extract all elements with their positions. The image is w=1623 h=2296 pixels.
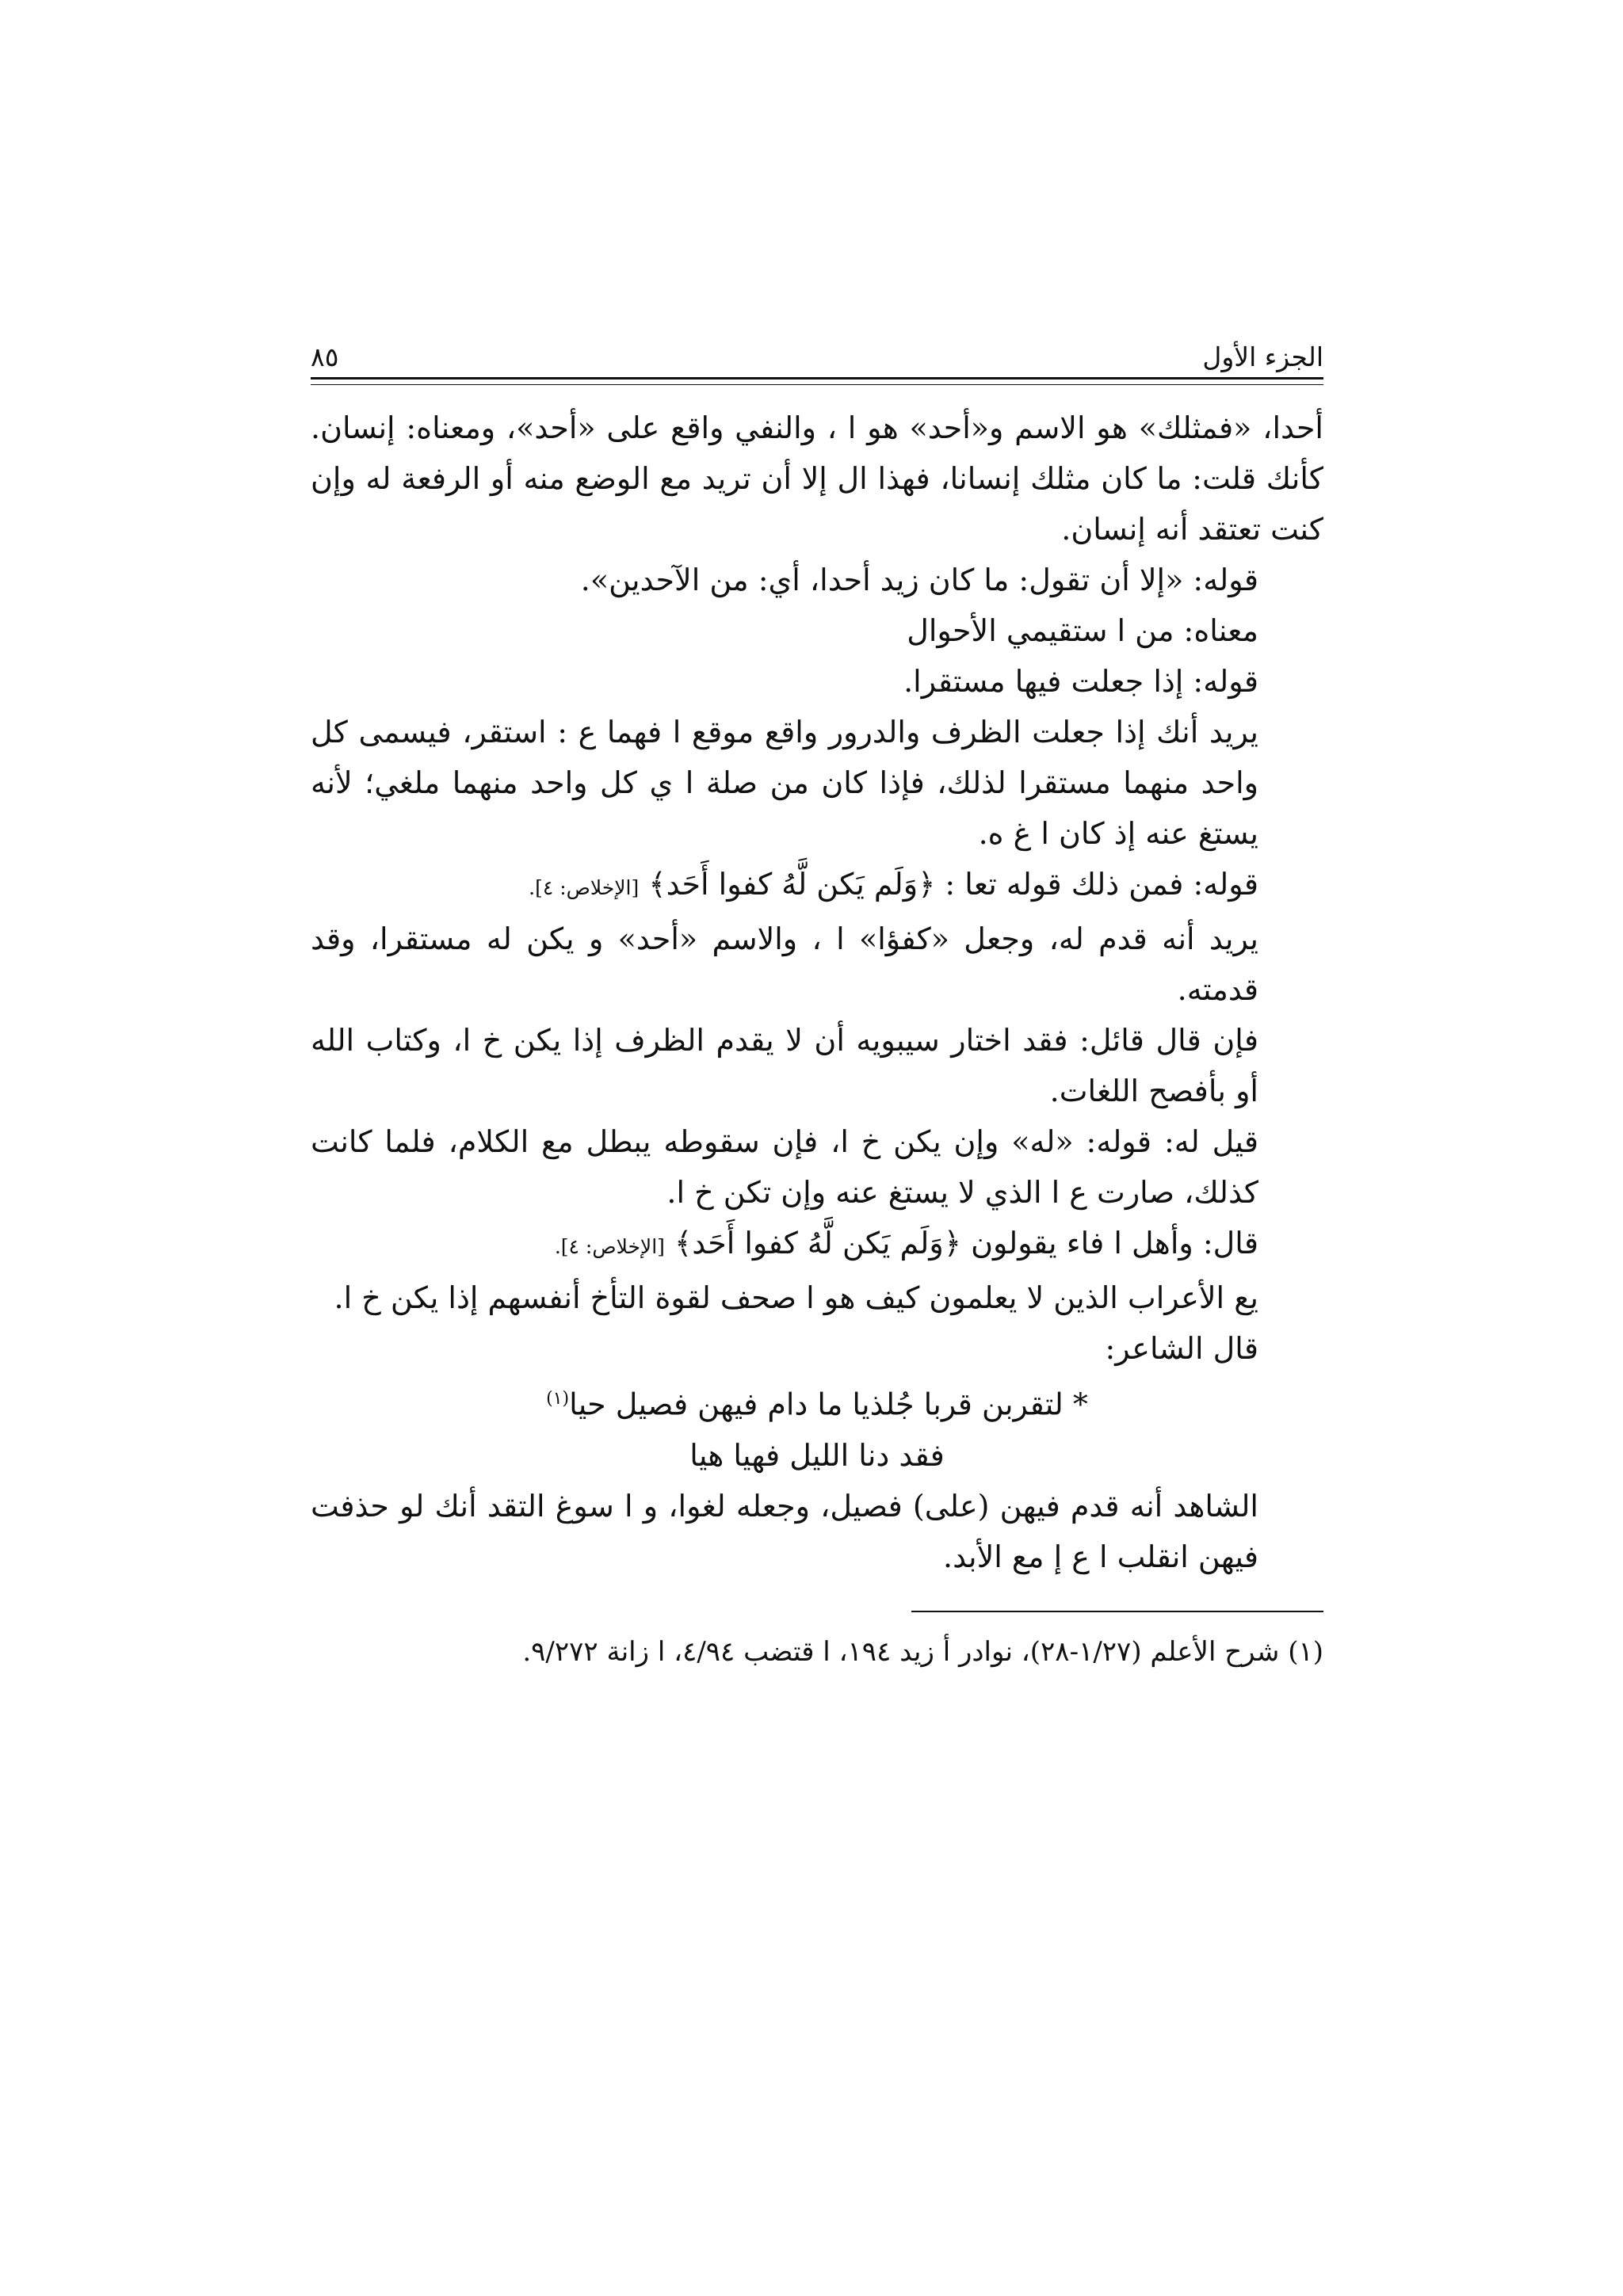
paragraph-7: يريد أنه قدم له، وجعل «كفؤا» ا ، والاسم «أحد» و يكن له مستقرا، وقد قدمته. (311, 921, 1258, 1007)
paragraph-2: قوله: «إلا أن تقول: ما كان زيد أحدا، أي: من الآحدين». (580, 563, 1258, 597)
footnote-marker: (١) (546, 1389, 570, 1409)
running-title: الجزء الأول (1202, 341, 1323, 372)
body-text (311, 402, 1323, 1374)
paragraph-3: معناه: من ا ستقيمي الأحوال (907, 613, 1258, 648)
verse-line-1: * لتقربن قربا جُلذيا ما دام فيهن فصيل حيا$^{(١)}$ (546, 1386, 1088, 1422)
footnote-rule (911, 1611, 1323, 1612)
paragraph-4: قوله: إذا جعلت فيها مستقرا. (903, 664, 1258, 699)
paragraph-8: فإن قال قائل: فقد اختار سيبويه أن لا يقدم الظرف إذا يكن خ ا، وكتاب الله أو بأفصح اللغات. (311, 1023, 1258, 1108)
closing-text (311, 1481, 1323, 1582)
paragraph-1: أحدا، «فمثلك» هو الاسم و«أحد» هو ا ، والنفي واقع على «أحد»، ومعناه: إنسان. كأنك قلت: ما كان مثلك إنسانا، فهذا ال إلا أن تريد مع الوضع منه أو الرفعة له وإن كنت تعتقد أنه إنسان. (311, 410, 1323, 547)
paragraph-10 (311, 1218, 1323, 1272)
quran-quote-1: قوله: فمن ذلك قوله تعا : ﴿وَلَم يَكن لَّهُ كفوا أَحَد﴾ (648, 867, 1258, 902)
quran-quote-2: قال: وأهل ا فاء يقولون ﴿وَلَم يَكن لَّهُ كفوا أَحَد﴾ (674, 1226, 1258, 1261)
closing-paragraph: الشاهد أنه قدم فيهن (على) فصيل، وجعله لغوا، و ا سوغ التقد أنك لو حذفت فيهن انقلب ا ع إ مع الأبد. (311, 1488, 1258, 1574)
paragraph-12: قال الشاعر: (1105, 1331, 1258, 1366)
verse-line-2: فقد دنا الليل فهيا هيا (689, 1437, 945, 1473)
poem-verse (311, 1374, 1323, 1481)
surah-reference-1: [الإخلاص: ٤]. (529, 876, 640, 899)
paragraph-6 (311, 859, 1323, 913)
page-number: ٨٥ (311, 341, 339, 372)
page (311, 317, 1323, 1672)
surah-reference-2: [الإخلاص: ٤]. (554, 1235, 665, 1258)
paragraph-9: قيل له: قوله: «له» وإن يكن خ ا، فإن سقوطه يبطل مع الكلام، فلما كانت كذلك، صارت ع ا الذي لا يستغ عنه وإن تكن خ ا. (311, 1124, 1258, 1210)
footnote: (١) شرح الأعلم (١/٢٧-٢٨)، نوادر أ زيد ١٩٤، ا قتضب ٤/٩٤، ا زانة ٩/٢٧٢. (522, 1635, 1323, 1668)
header-rule (311, 377, 1323, 385)
paragraph-11: يع الأعراب الذين لا يعلمون كيف هو ا صحف لقوة التأخ أنفسهم إذا يكن خ ا. (334, 1280, 1258, 1315)
paragraph-5: يريد أنك إذا جعلت الظرف والدرور واقع موقع ا فهما ع : استقر، فيسمى كل واحد منهما مستقرا لذلك، فإذا كان من صلة ا ي كل واحد منهما ملغي؛ لأنه يستغ عنه إذ كان ا غ ه. (311, 715, 1258, 851)
page-header (311, 317, 1323, 372)
